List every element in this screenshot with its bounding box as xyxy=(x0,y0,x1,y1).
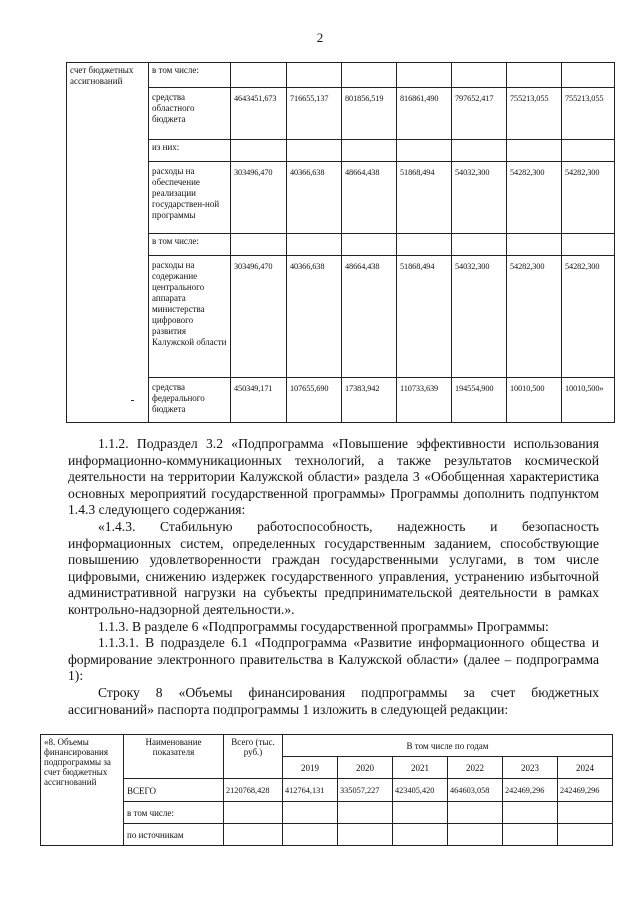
paragraph: 1.1.3.1. В подразделе 6.1 «Подпрограмма «Развитие информационного общества и формирование электронного правительства в Калужской области» (далее – подпрограмма 1): xyxy=(68,635,599,684)
row-label: в том числе: xyxy=(149,234,231,256)
table-first-cell: счет бюджетных ассигнований xyxy=(67,63,149,423)
value-cell: 40366,638 xyxy=(287,162,342,234)
value-cell: 10010,500» xyxy=(562,378,615,423)
value-cell: 107655,690 xyxy=(287,378,342,423)
value-cell: 423405,420 xyxy=(393,779,448,802)
table-first-cell: «8. Объемы финансирования подпрограммы за счет бюджетных ассигнований xyxy=(41,735,124,846)
value-cell: 755213,055 xyxy=(562,88,615,140)
value-cell: 40366,638 xyxy=(287,256,342,378)
value-cell: 51868,494 xyxy=(397,162,452,234)
row-label: в том числе: xyxy=(124,802,224,824)
value-cell: 755213,055 xyxy=(507,88,562,140)
value-cell: 48664,438 xyxy=(342,162,397,234)
year-header: 2020 xyxy=(338,757,393,779)
row-label: расходы на обеспечение реализации государствен-ной программы xyxy=(149,162,231,234)
value-cell: 242469,296 xyxy=(503,779,558,802)
value-cell: 48664,438 xyxy=(342,256,397,378)
row-label: по источникам xyxy=(124,824,224,846)
header-name: Наименование показателя xyxy=(124,735,224,779)
financing-table-continued xyxy=(66,62,615,423)
year-header: 2023 xyxy=(503,757,558,779)
row-label: ВСЕГО xyxy=(124,779,224,802)
header-total: Всего (тыс. руб.) xyxy=(224,735,283,779)
page-number: 2 xyxy=(316,30,324,45)
financing-table-new xyxy=(40,734,613,846)
value-cell: 816861,490 xyxy=(397,88,452,140)
year-header: 2021 xyxy=(393,757,448,779)
value-cell: 10010,500 xyxy=(507,378,562,423)
value-cell: 54032,300 xyxy=(452,162,507,234)
value-cell: 797652,417 xyxy=(452,88,507,140)
value-cell: 303496,470 xyxy=(231,256,287,378)
value-cell: 303496,470 xyxy=(231,162,287,234)
body-text xyxy=(68,436,599,718)
value-cell: 412764,131 xyxy=(283,779,338,802)
paragraph: «1.4.3. Стабильную работоспособность, надежность и безопасность информационных систем, определенных государственным заданием, способствующие повышению удовлетворенности граждан государственными услугами, в том числе цифровыми, снижению издержек государственного управления, устранению избыточной административной нагрузки на субъекты предпринимательской деятельности в рамках контрольно-надзорной деятельности.». xyxy=(68,518,599,617)
value-cell: 54282,300 xyxy=(562,162,615,234)
value-cell: 194554,900 xyxy=(452,378,507,423)
value-cell: 51868,494 xyxy=(397,256,452,378)
row-label: в том числе: xyxy=(149,63,231,88)
year-header: 2019 xyxy=(283,757,338,779)
header-years-group: В том числе по годам xyxy=(283,735,613,757)
value-cell: 242469,296 xyxy=(558,779,613,802)
value-cell: 110733,639 xyxy=(397,378,452,423)
value-cell: 54282,300 xyxy=(562,256,615,378)
value-cell: 54032,300 xyxy=(452,256,507,378)
value-cell: 54282,300 xyxy=(507,162,562,234)
value-cell: 335057,227 xyxy=(338,779,393,802)
value-cell: 716655,137 xyxy=(287,88,342,140)
value-cell: 464603,058 xyxy=(448,779,503,802)
paragraph: Строку 8 «Объемы финансирования подпрограммы за счет бюджетных ассигнований» паспорта подпрограммы 1 изложить в следующей редакции: xyxy=(68,684,599,717)
year-header: 2024 xyxy=(558,757,613,779)
paragraph: 1.1.2. Подраздел 3.2 «Подпрограмма «Повышение эффективности использования информационно-коммуникационных технологий, а также результатов космической деятельности на территории Калужской области» раздела 3 «Обобщенная характеристика основных мероприятий государственной программы» Программы дополнить подпунктом 1.4.3 следующего содержания: xyxy=(68,436,599,518)
row-label: средства областного бюджета xyxy=(149,88,231,140)
scan-mark xyxy=(131,400,134,401)
value-cell: 801856,519 xyxy=(342,88,397,140)
paragraph: 1.1.3. В разделе 6 «Подпрограммы государственной программы» Программы: xyxy=(98,618,549,634)
year-header: 2022 xyxy=(448,757,503,779)
row-label: из них: xyxy=(149,140,231,162)
value-cell: 4643451,673 xyxy=(231,88,287,140)
row-label: средства федерального бюджета xyxy=(149,378,231,423)
row-label: расходы на содержание центрального аппарата министерства цифрового развития Калужской области xyxy=(149,256,231,378)
value-cell: 17383,942 xyxy=(342,378,397,423)
value-cell: 54282,300 xyxy=(507,256,562,378)
total-cell: 2120768,428 xyxy=(224,779,283,802)
value-cell: 450349,171 xyxy=(231,378,287,423)
